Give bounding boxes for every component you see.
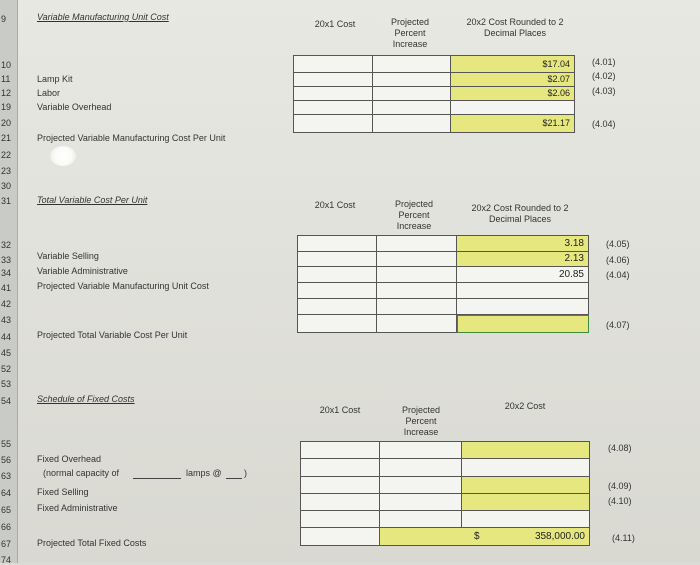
cell-percent-fixed-overhead[interactable] (380, 441, 462, 459)
cell-percent-total-variable[interactable] (377, 315, 457, 333)
cell-20x1-labor[interactable] (293, 73, 373, 87)
ref-4-09: (4.09) (608, 481, 632, 491)
cell-20x2-overhead[interactable]: $2.06 (451, 87, 575, 101)
section-title-total-variable: Total Variable Cost Per Unit (37, 195, 148, 205)
cell-20x2-var-mfg-unit[interactable]: 20.85 (457, 267, 589, 283)
screen-glare (50, 146, 76, 166)
cell-blank[interactable] (293, 115, 373, 133)
cell-blank[interactable] (380, 511, 462, 528)
row-number[interactable]: 22 (1, 150, 12, 160)
label-projected-variable-mfg-cost: Projected Variable Manufacturing Cost Per Unit (37, 133, 226, 143)
label-variable-selling: Variable Selling (37, 251, 99, 261)
cell-blank[interactable] (293, 101, 373, 115)
col-header-20x2-cost: 20x2 Cost Rounded to 2 Decimal Places (471, 203, 569, 224)
ref-4-04: (4.04) (606, 270, 630, 280)
row-number[interactable]: 31 (1, 196, 12, 206)
row-number[interactable]: 43 (1, 315, 12, 325)
col-header-20x2-cost: 20x2 Cost Rounded to 2 Decimal Places (466, 17, 564, 38)
cell-blank[interactable] (380, 459, 462, 477)
row-header-column (0, 0, 18, 563)
col-header-20x1-cost: 20x1 Cost (314, 200, 356, 210)
cell-20x2-labor[interactable]: $2.07 (451, 73, 575, 87)
cell-percent-overhead[interactable] (373, 87, 451, 101)
col-header-20x1-cost: 20x1 Cost (319, 405, 361, 415)
row-number[interactable]: 56 (1, 455, 12, 465)
ref-4-07: (4.07) (606, 320, 630, 330)
cell-blank[interactable] (300, 459, 380, 477)
label-lamp-kit: Lamp Kit (37, 74, 73, 84)
cell-20x1-fixed-admin[interactable] (300, 494, 380, 511)
row-number[interactable]: 64 (1, 488, 12, 498)
col-header-20x2-cost: 20x2 Cost (504, 401, 546, 411)
col-header-20x1-cost: 20x1 Cost (314, 19, 356, 29)
label-variable-administrative: Variable Administrative (37, 266, 128, 276)
cell-20x1-overhead[interactable] (293, 87, 373, 101)
cell-20x1-var-mfg-unit[interactable] (297, 267, 377, 283)
row-number[interactable]: 74 (1, 555, 12, 565)
row-number[interactable]: 66 (1, 522, 12, 532)
cell-blank[interactable] (457, 283, 589, 299)
label-projected-variable-mfg-unit: Projected Variable Manufacturing Unit Cost (37, 281, 209, 291)
cell-20x2-fixed-selling[interactable] (462, 477, 590, 494)
row-number[interactable]: 55 (1, 439, 12, 449)
label-projected-total-variable: Projected Total Variable Cost Per Unit (37, 330, 188, 340)
cell-blank[interactable] (451, 101, 575, 115)
ref-4-05: (4.05) (606, 239, 630, 249)
cell-percent-var-admin[interactable] (377, 252, 457, 267)
ref-4-04: (4.04) (592, 119, 616, 129)
col-header-projected-percent: Projected Percent Increase (401, 405, 441, 437)
row-number[interactable]: 30 (1, 181, 12, 191)
col-header-projected-percent: Projected Percent Increase (394, 199, 434, 231)
row-number[interactable]: 34 (1, 268, 12, 278)
cell-percent-labor[interactable] (373, 73, 451, 87)
label-normal-capacity: (normal capacity of (43, 468, 120, 478)
row-number[interactable]: 54 (1, 396, 12, 406)
cell-20x2-fixed-overhead[interactable] (462, 441, 590, 459)
cell-blank[interactable] (377, 299, 457, 315)
cell-blank[interactable] (462, 459, 590, 477)
row-number[interactable]: 23 (1, 166, 12, 176)
section-title-variable-mfg: Variable Manufacturing Unit Cost (37, 12, 169, 22)
label-close-paren: ) (244, 468, 247, 478)
row-number[interactable]: 52 (1, 364, 12, 374)
row-number[interactable]: 21 (1, 133, 12, 143)
cell-blank[interactable] (297, 283, 377, 299)
label-fixed-administrative: Fixed Administrative (37, 503, 118, 513)
row-number[interactable]: 9 (1, 14, 7, 24)
cell-20x2-projected-variable-mfg[interactable]: $21.17 (451, 115, 575, 133)
label-labor: Labor (37, 88, 61, 98)
label-lamps-at: lamps @ (186, 468, 222, 478)
row-number[interactable]: 20 (1, 118, 12, 128)
row-number[interactable]: 67 (1, 539, 12, 549)
cell-20x1-var-selling[interactable] (297, 235, 377, 252)
cell-20x2-var-admin[interactable]: 2.13 (457, 252, 589, 267)
ref-4-02: (4.02) (592, 71, 616, 81)
dollar-sign: $ (474, 531, 480, 542)
ref-4-01: (4.01) (592, 57, 616, 67)
normal-capacity-blank (133, 478, 181, 479)
cell-blank[interactable] (373, 101, 451, 115)
cell-blank[interactable] (377, 283, 457, 299)
cell-20x2-var-selling[interactable]: 3.18 (457, 235, 589, 252)
total-fixed-value: 358,000.00 (534, 531, 585, 542)
cell-blank[interactable] (457, 299, 589, 315)
cell-20x2-fixed-admin[interactable] (462, 494, 590, 511)
row-number[interactable]: 11 (1, 74, 11, 84)
row-number[interactable]: 41 (1, 283, 12, 293)
ref-4-11: (4.11) (612, 533, 635, 543)
cell-percent-var-selling[interactable] (377, 235, 457, 252)
row-number[interactable]: 32 (1, 240, 12, 250)
cell-percent-fixed-selling[interactable] (380, 477, 462, 494)
row-number[interactable]: 44 (1, 332, 12, 342)
col-header-projected-percent: Projected Percent Increase (390, 17, 430, 49)
label-projected-total-fixed: Projected Total Fixed Costs (37, 538, 147, 548)
label-fixed-overhead: Fixed Overhead (37, 454, 102, 464)
cell-20x1-var-admin[interactable] (297, 252, 377, 267)
row-number[interactable]: 42 (1, 299, 12, 309)
ref-4-03: (4.03) (592, 86, 616, 96)
cell-20x2-lamp-kit[interactable]: $17.04 (451, 55, 575, 73)
section-title-fixed-costs: Schedule of Fixed Costs (37, 394, 135, 404)
row-number[interactable]: 10 (1, 60, 12, 70)
ref-4-10: (4.10) (608, 496, 632, 506)
row-number[interactable]: 12 (1, 88, 12, 98)
cell-blank[interactable] (300, 511, 380, 528)
cell-blank[interactable] (373, 115, 451, 133)
cell-20x1-fixed-selling[interactable] (300, 477, 380, 494)
row-number[interactable]: 19 (1, 102, 12, 112)
cell-20x1-total-fixed[interactable] (300, 528, 380, 546)
row-number[interactable]: 65 (1, 505, 12, 515)
lamp-rate-blank (226, 478, 242, 479)
row-number[interactable]: 53 (1, 379, 12, 389)
cell-20x2-total-fixed[interactable] (380, 528, 590, 546)
cell-percent-lamp-kit[interactable] (373, 55, 451, 73)
cell-20x1-lamp-kit[interactable] (293, 55, 373, 73)
cell-blank[interactable] (297, 299, 377, 315)
cell-20x2-total-variable[interactable] (457, 315, 589, 333)
ref-4-08: (4.08) (608, 443, 632, 453)
cell-percent-var-mfg-unit[interactable] (377, 267, 457, 283)
row-number[interactable]: 45 (1, 348, 12, 358)
row-number[interactable]: 63 (1, 471, 12, 481)
cell-blank[interactable] (462, 511, 590, 528)
cell-percent-fixed-admin[interactable] (380, 494, 462, 511)
row-number[interactable]: 33 (1, 255, 12, 265)
cell-20x1-total-variable[interactable] (297, 315, 377, 333)
cell-20x1-fixed-overhead[interactable] (300, 441, 380, 459)
label-fixed-selling: Fixed Selling (37, 487, 89, 497)
label-variable-overhead: Variable Overhead (37, 102, 112, 112)
ref-4-06: (4.06) (606, 255, 630, 265)
